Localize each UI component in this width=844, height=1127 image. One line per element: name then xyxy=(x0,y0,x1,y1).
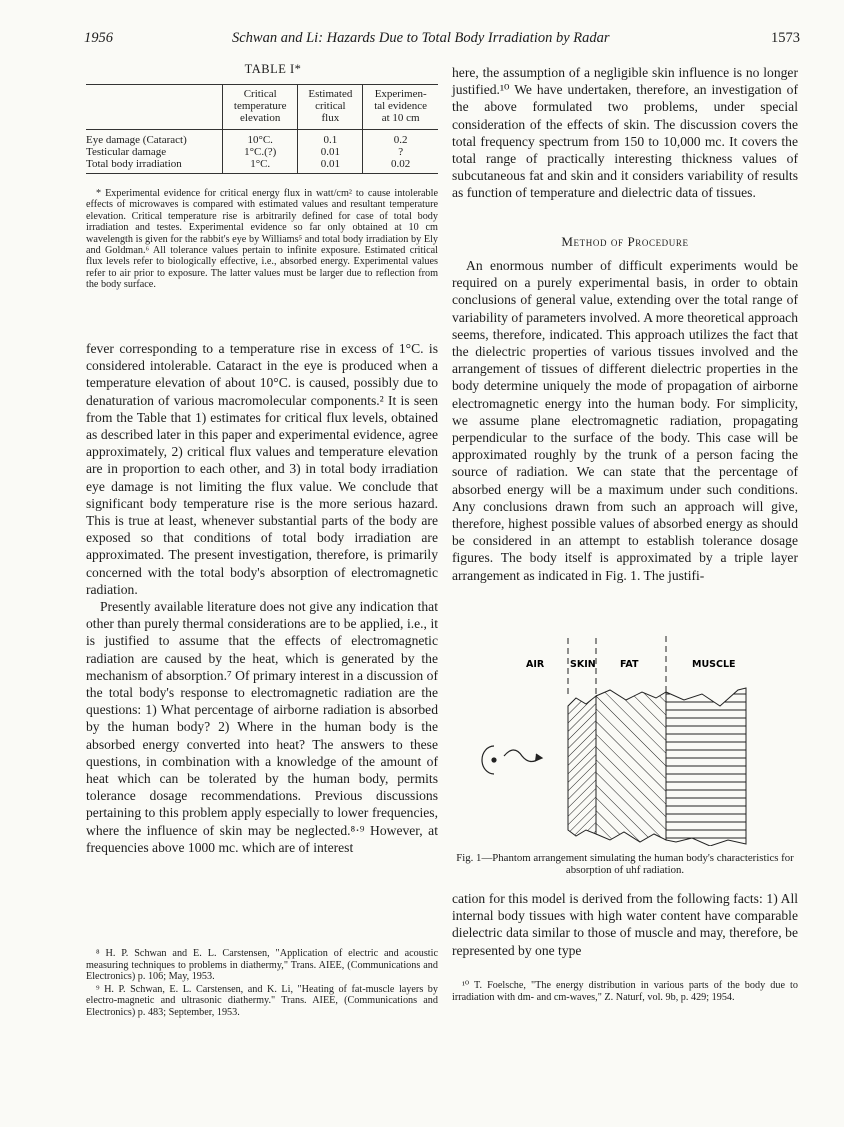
cell-evidence: ? xyxy=(363,146,438,158)
paragraph: here, the assumption of a negligible skin influence is no longer justified.¹⁰ We have undertaken, therefore, an investigation of the above formulated two problems, under special consideration of the effects of skin. The discussion covers the total frequency spectrum from 150 to 10,000 mc. It covers the total range of practically interesting thickness values of subcutaneous fat and skin and it considers variability of results as function of temperature and dielectric data of tissues. xyxy=(452,65,798,201)
label-skin: SKIN xyxy=(570,659,596,670)
table-col-header-flux: Estimated critical flux xyxy=(298,85,363,130)
label-fat: FAT xyxy=(620,659,639,670)
right-column-bottom xyxy=(452,890,798,959)
radiation-source-symbol xyxy=(482,746,542,774)
row-label: Testicular damage xyxy=(86,146,167,158)
cell-flux: 0.01 xyxy=(298,158,363,174)
header-year: 1956 xyxy=(84,30,113,46)
right-column-mid xyxy=(452,257,798,584)
cell-flux: 0.01 xyxy=(298,146,363,158)
table-row xyxy=(86,146,438,158)
table-row xyxy=(86,158,438,174)
left-footnotes xyxy=(86,948,438,1020)
cell-evidence: 0.2 xyxy=(363,130,438,147)
cell-temp: 1°C.(?) xyxy=(223,146,298,158)
table-corner xyxy=(86,85,223,130)
row-label: Eye damage (Cataract) xyxy=(86,134,187,146)
footnote-9: ⁹ H. P. Schwan, E. L. Carstensen, and K. Li, "Heating of fat-muscle layers by electro-magnetic and ultrasonic diathermy." Trans. AIEE, (Communications and Electronics) p. 483; September, 1953. xyxy=(86,983,438,1018)
table-title: TABLE I* xyxy=(244,62,302,76)
table-footnote: * Experimental evidence for critical energy flux in watt/cm² to cause intolerable effects of microwaves is compared with estimated values and resultant temperature elevation. Critical temperature rise is arbitrarily defined for case of total body irradiation and testes. Experimental evidence so far only obtained at 10 cm wavelength is given for the rabbit's eye by Williams⁵ and total body irradiation by Ely and Goldman.⁶ All tolerance values pertain to infinite exposure. Estimated critical flux levels refer to biologically effective, i.e., absorbed energy. Experimental values refer to air prior to exposure. The latter values must be larger due to reflection from the body surface. xyxy=(86,188,438,291)
running-title: Schwan and Li: Hazards Due to Total Body Irradiation by Radar xyxy=(232,30,610,46)
table-1 xyxy=(86,84,438,174)
fat-layer xyxy=(596,690,666,842)
label-muscle: MUSCLE xyxy=(692,659,736,670)
table-col-header-evidence: Experimen- tal evidence at 10 cm xyxy=(363,85,438,130)
paragraph: fever corresponding to a temperature rise in excess of 1°C. is considered intolerable. Cataract in the eye is produced when a temperature elevation of about 10°C. is caused, possibly due to denaturation of various macromolecular components.² It is seen from the Table that 1) estimates for critical flux levels, obtained as described later in this paper and experimental evidence, agree approximately, 2) critical flux values and temperature elevation are in proportion to each other, and 3) in total body irradiation eye damage is not limiting the flux value. We conclude that significant body temperature rise is the more serious hazard. This is true at least, whenever substantial parts of the body are exposed so that conditions of total body irradiation are approximated. The present investigation, therefore, is primarily concerned with the total body's absorption of electromagnetic radiation. xyxy=(86,341,438,597)
page-number: 1573 xyxy=(771,30,800,46)
label-air: AIR xyxy=(526,659,545,670)
cell-flux: 0.1 xyxy=(298,130,363,147)
muscle-layer xyxy=(666,688,746,846)
left-column-body xyxy=(86,340,438,856)
section-heading: Method of Procedure xyxy=(561,234,689,249)
right-column-top xyxy=(452,64,798,202)
table-col-header-temp: Critical temperature elevation xyxy=(223,85,298,130)
figure-caption: Fig. 1—Phantom arrangement simulating the human body's characteristics for absorption of uhf radiation. xyxy=(456,852,794,876)
cell-temp: 1°C. xyxy=(223,158,298,174)
paragraph: An enormous number of difficult experiments would be required on a purely experimental basis, in order to obtain conclusions of general value, extending over the total range of variability of parameters involved. A more theoretical approach seems, therefore, indicated. This approach utilizes the fact that the dielectric properties of various tissues involved and the arrangement of tissues of different dielectric properties in the body determine uniquely the mode of propagation of airborne electromagnetic energy into the human body. For simplicity, we assume plane electromagnetic radiation, propagating perpendicular to the surface of the body. This case will be approximated roughly by the trunk of a person facing the source of radiation. We can state that the percentage of absorbed energy will be a maximum under such conditions. Any conclusions drawn from such an approach will give, therefore, highest possible values of absorbed energy as should be considered in an attempt to establish tolerance dosage figures. The body itself is approximated by a triple layer arrangement as indicated in Fig. 1. The justifi- xyxy=(452,258,798,583)
cell-temp: 10°C. xyxy=(223,130,298,147)
table-row xyxy=(86,130,438,147)
right-footnote xyxy=(452,980,798,1004)
footnote-10: ¹⁰ T. Foelsche, "The energy distribution in various parts of the body due to irradiation with dm- and cm-waves," Z. Naturf, vol. 9b, p. 429; 1954. xyxy=(452,980,798,1003)
figure-1-diagram xyxy=(470,634,770,846)
cell-evidence: 0.02 xyxy=(363,158,438,174)
row-label: Total body irradiation xyxy=(86,158,182,170)
footnote-8: ⁸ H. P. Schwan and E. L. Carstensen, "Application of electric and acoustic measuring techniques to problems in diathermy," Trans. AIEE, (Communications and Electronics) p. 106; May, 1953. xyxy=(86,948,438,983)
paragraph: cation for this model is derived from the following facts: 1) All internal body tissues with high water content have comparable dielectric data similar to those of muscle and may, therefore, be represented by one type xyxy=(452,891,798,958)
paragraph: Presently available literature does not give any indication that other than purely thermal considerations are to be applied, i.e., it is justified to assume that the effects of electromagnetic radiation are caused by the heat, which is generated by the mechanism of absorption.⁷ Of primary interest in a discussion of the total body's response to electromagnetic radiation are the questions: 1) What percentage of airborne radiation is absorbed by the human body? 2) Where in the human body is the absorbed energy converted into heat? The answers to these questions, in combination with a knowledge of the amount of heat which can be tolerated by the human body, permits tolerance dosage recommendations. Previous discussions pertaining to this problem apply especially to lower frequencies, where the influence of skin may be neglected.⁸·⁹ However, at frequencies above 1000 mc. which are of interest xyxy=(86,599,438,855)
skin-layer xyxy=(568,696,596,836)
